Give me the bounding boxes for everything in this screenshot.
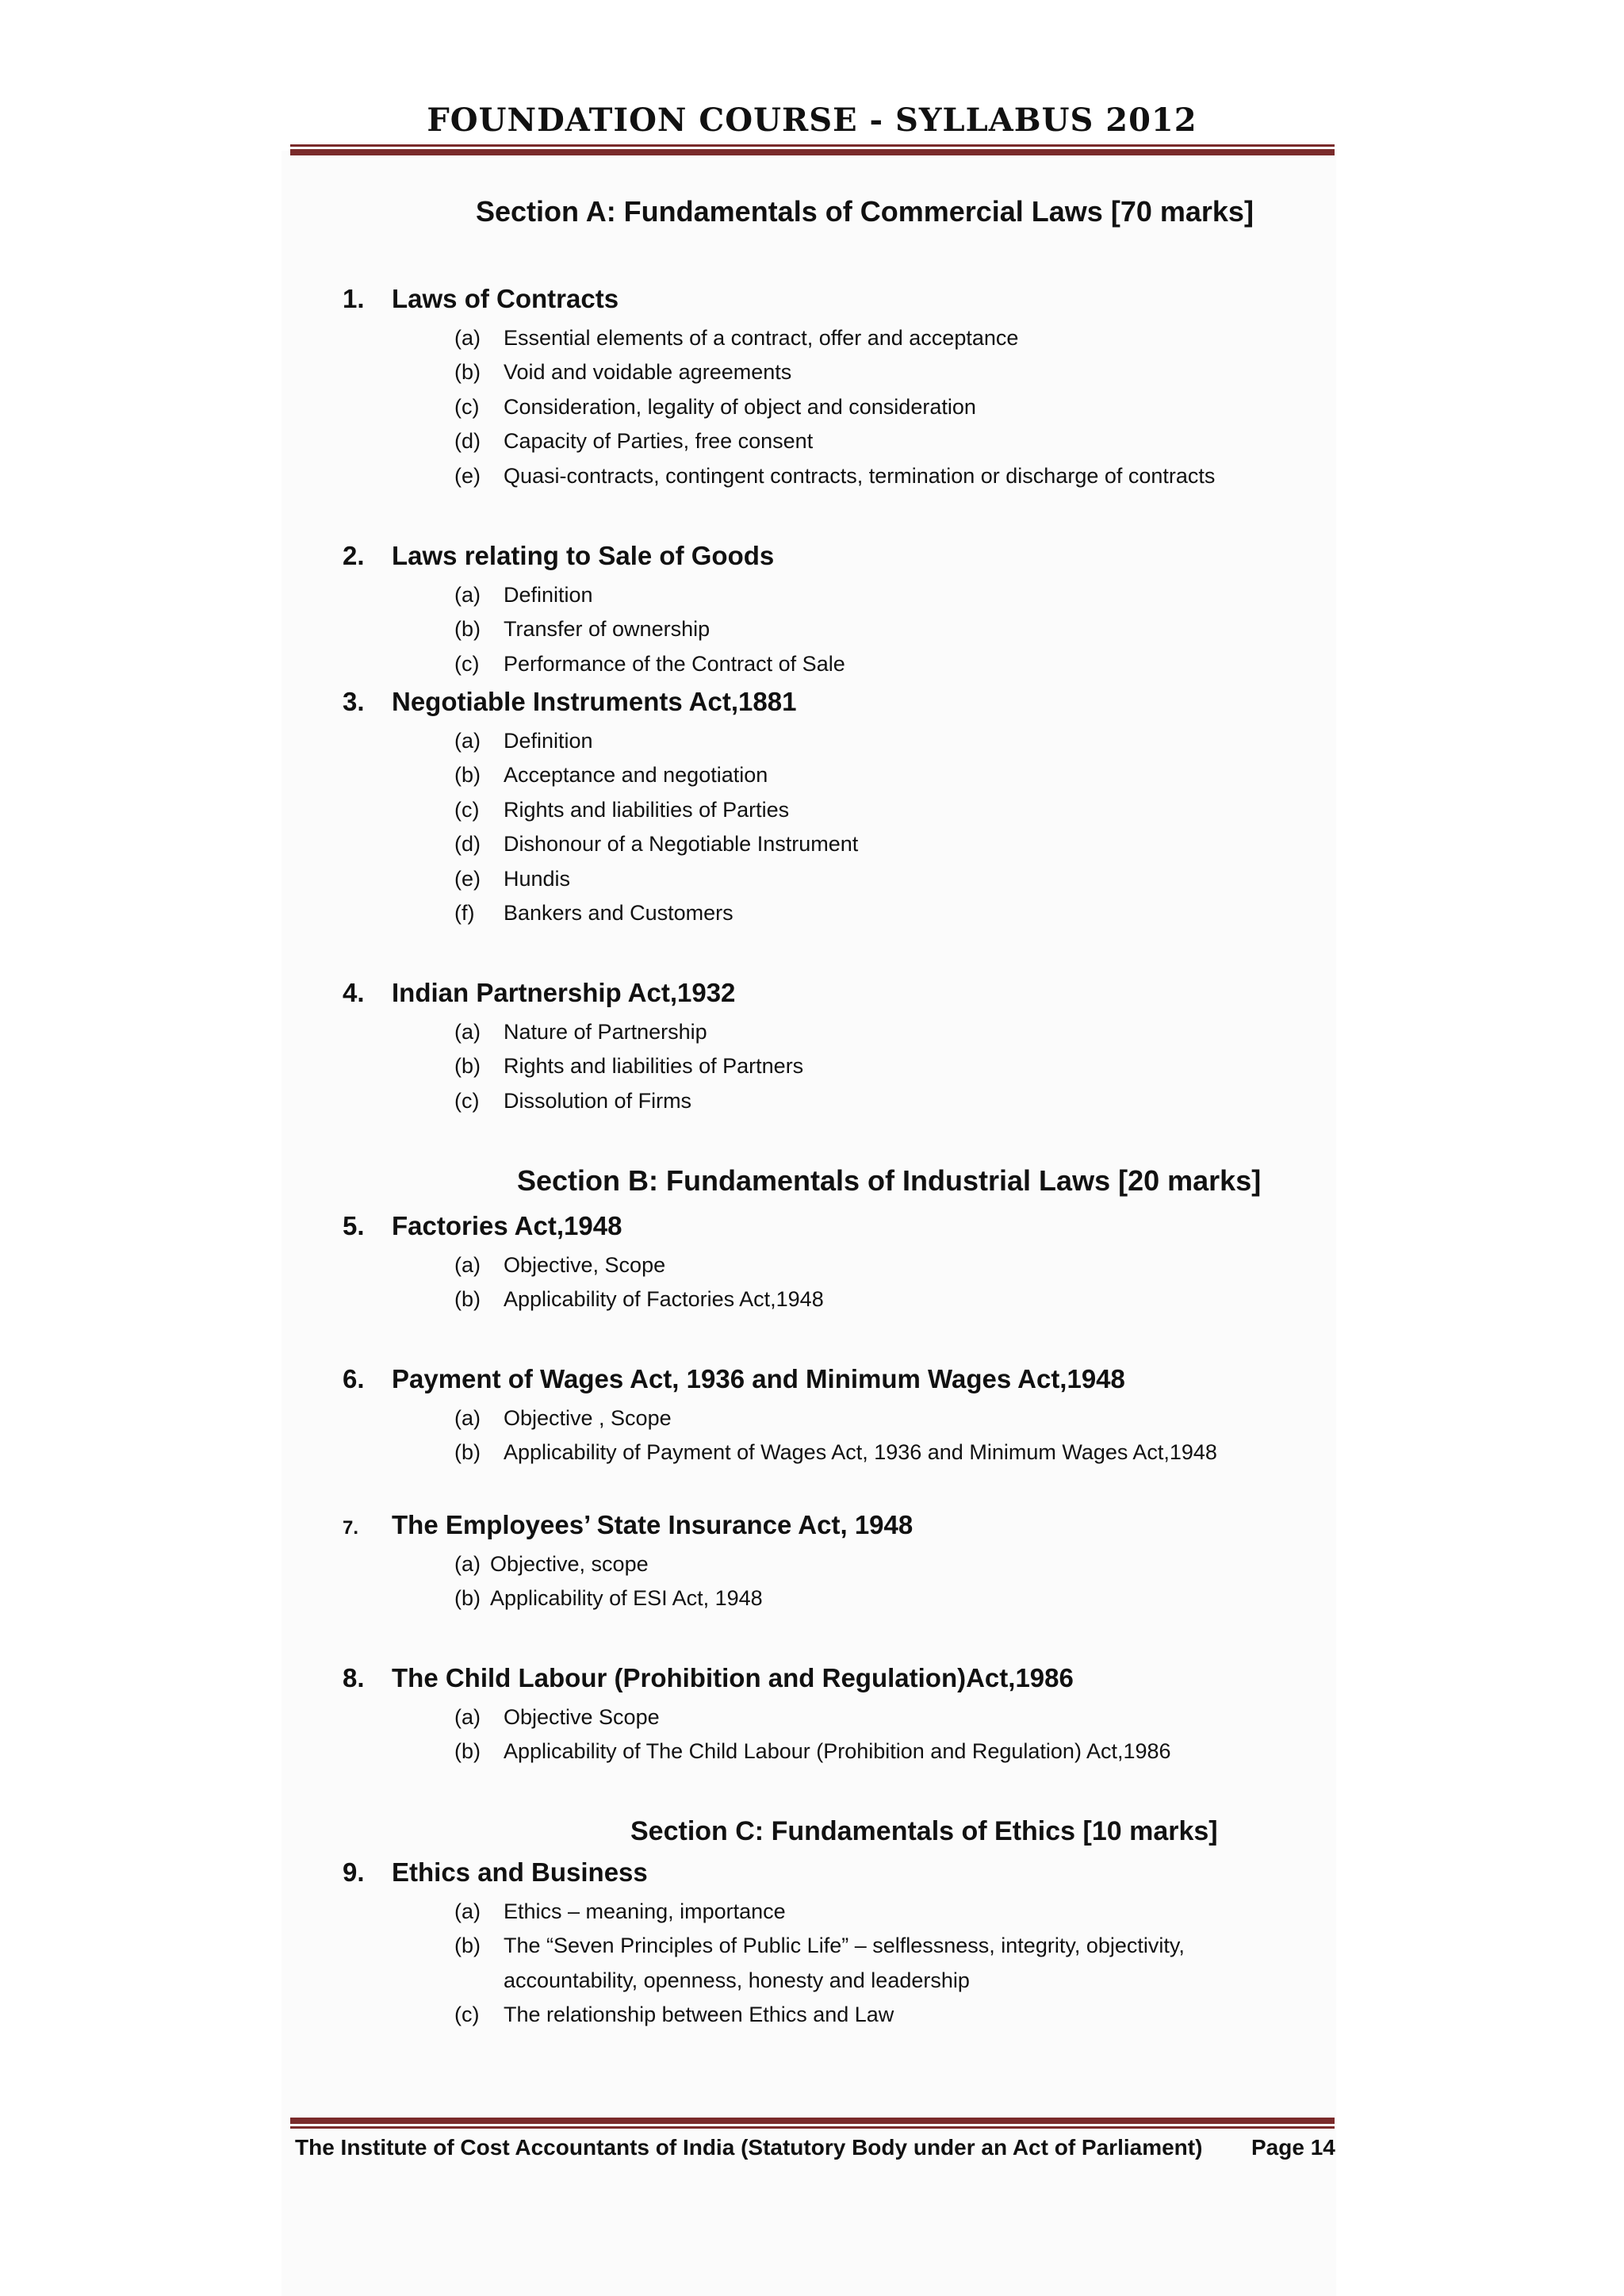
page-number: Page 14 <box>1251 2135 1335 2160</box>
header-rule <box>290 144 1335 155</box>
topic-heading: 6. Payment of Wages Act, 1936 and Minimum Wages Act,1948 <box>343 1364 1125 1393</box>
topic-heading: 3. Negotiable Instruments Act,1881 <box>343 687 797 716</box>
topic-heading: 7. The Employees’ State Insurance Act, 1948 <box>343 1510 914 1539</box>
topic-heading: 8. The Child Labour (Prohibition and Regulation)Act,1986 <box>343 1663 1074 1692</box>
topic-heading: 4. Indian Partnership Act,1932 <box>343 978 736 1007</box>
page-header-title: FOUNDATION COURSE - SYLLABUS 2012 <box>427 102 1197 139</box>
topic-heading: 5. Factories Act,1948 <box>343 1211 622 1240</box>
topic-heading: 9. Ethics and Business <box>343 1857 648 1887</box>
footer-organization: The Institute of Cost Accountants of India (Statutory Body under an Act of Parliament) <box>295 2135 1203 2160</box>
section-heading-b: Section B: Fundamentals of Industrial Laws [20 marks] <box>517 1164 1262 1197</box>
section-heading-a: Section A: Fundamentals of Commercial Laws [70 marks] <box>476 195 1254 228</box>
section-heading-c: Section C: Fundamentals of Ethics [10 marks] <box>630 1816 1218 1846</box>
topic-heading: 2. Laws relating to Sale of Goods <box>343 541 775 570</box>
topic-heading: 1. Laws of Contracts <box>343 284 619 313</box>
footer-rule <box>290 2118 1335 2129</box>
